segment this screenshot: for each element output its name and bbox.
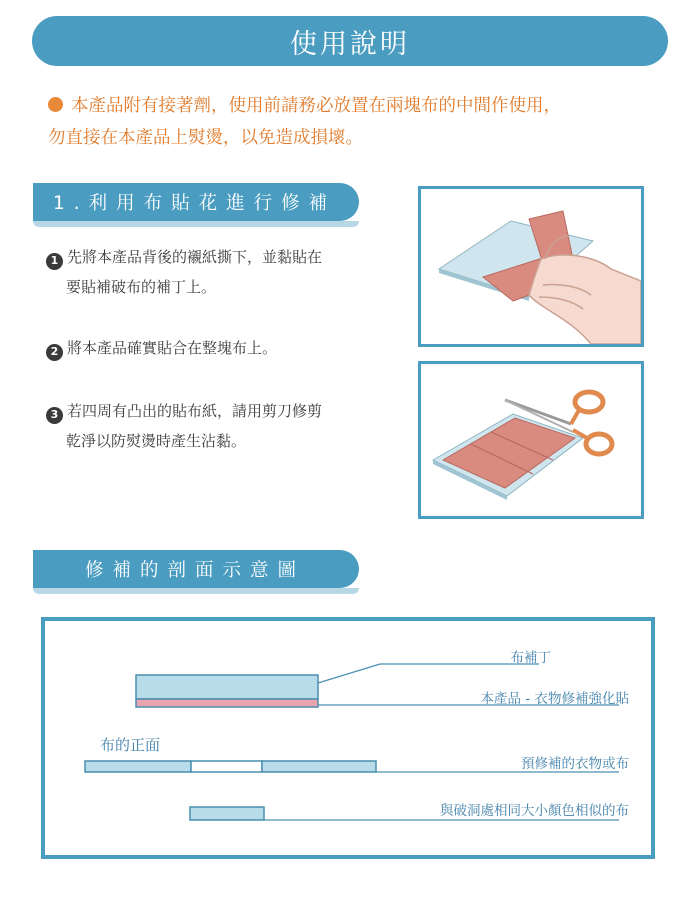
page-title-bar — [32, 16, 668, 66]
cross-section-diagram — [41, 617, 655, 859]
step-3-line-2: 乾淨以防熨燙時產生沾黏。 — [66, 432, 247, 450]
label-patch: 布補丁 — [510, 650, 551, 666]
hand-applying-patch-illustration — [421, 189, 641, 344]
bullet-dot-icon — [48, 97, 63, 112]
section-heading-cross-section — [33, 550, 359, 588]
page-title: 使用說明 — [290, 28, 410, 60]
section-heading-cross-section-text: 修補的剖面示意圖 — [85, 560, 306, 581]
hole-gap — [191, 761, 262, 772]
step-3-line-1: 若四周有凸出的貼布紙，請用剪刀修剪 — [67, 402, 323, 420]
notice — [48, 90, 678, 154]
scissors-trimming-illustration — [421, 364, 641, 516]
target-fabric-right — [262, 761, 376, 772]
patch-layer — [136, 675, 318, 699]
notice-line-2: 勿直接在本產品上熨燙，以免造成損壞。 — [48, 128, 363, 148]
label-similar-cloth: 與破洞處相同大小顏色相似的布 — [440, 803, 629, 819]
target-fabric-left — [85, 761, 191, 772]
photo-trim-edges — [418, 361, 644, 519]
step-number-2: 2 — [46, 344, 63, 361]
step-3 — [46, 396, 386, 456]
step-1-line-1: 先將本產品背後的襯紙撕下，並黏貼在 — [67, 248, 323, 266]
section-heading-repair — [33, 183, 359, 221]
step-number-1: 1 — [46, 253, 63, 270]
section-heading-repair-text: 1.利用布貼花進行修補 — [53, 193, 337, 214]
step-number-3: 3 — [46, 407, 63, 424]
label-product: 本產品 - 衣物修補強化貼 — [480, 691, 629, 707]
notice-line-1: 本產品附有接著劑，使用前請務必放置在兩塊布的中間作使用， — [71, 96, 561, 116]
step-2-line-1: 將本產品確實貼合在整塊布上。 — [67, 339, 278, 357]
step-1 — [46, 242, 386, 302]
photo-peel-backing — [418, 186, 644, 347]
product-layer — [136, 699, 318, 707]
similar-cloth-layer — [190, 807, 264, 820]
step-1-line-2: 要貼補破布的補丁上。 — [66, 278, 217, 296]
step-2 — [46, 333, 386, 363]
label-target-fabric: 預修補的衣物或布 — [521, 756, 629, 772]
leader-line-patch — [318, 664, 539, 683]
label-fabric-front: 布的正面 — [100, 736, 161, 754]
